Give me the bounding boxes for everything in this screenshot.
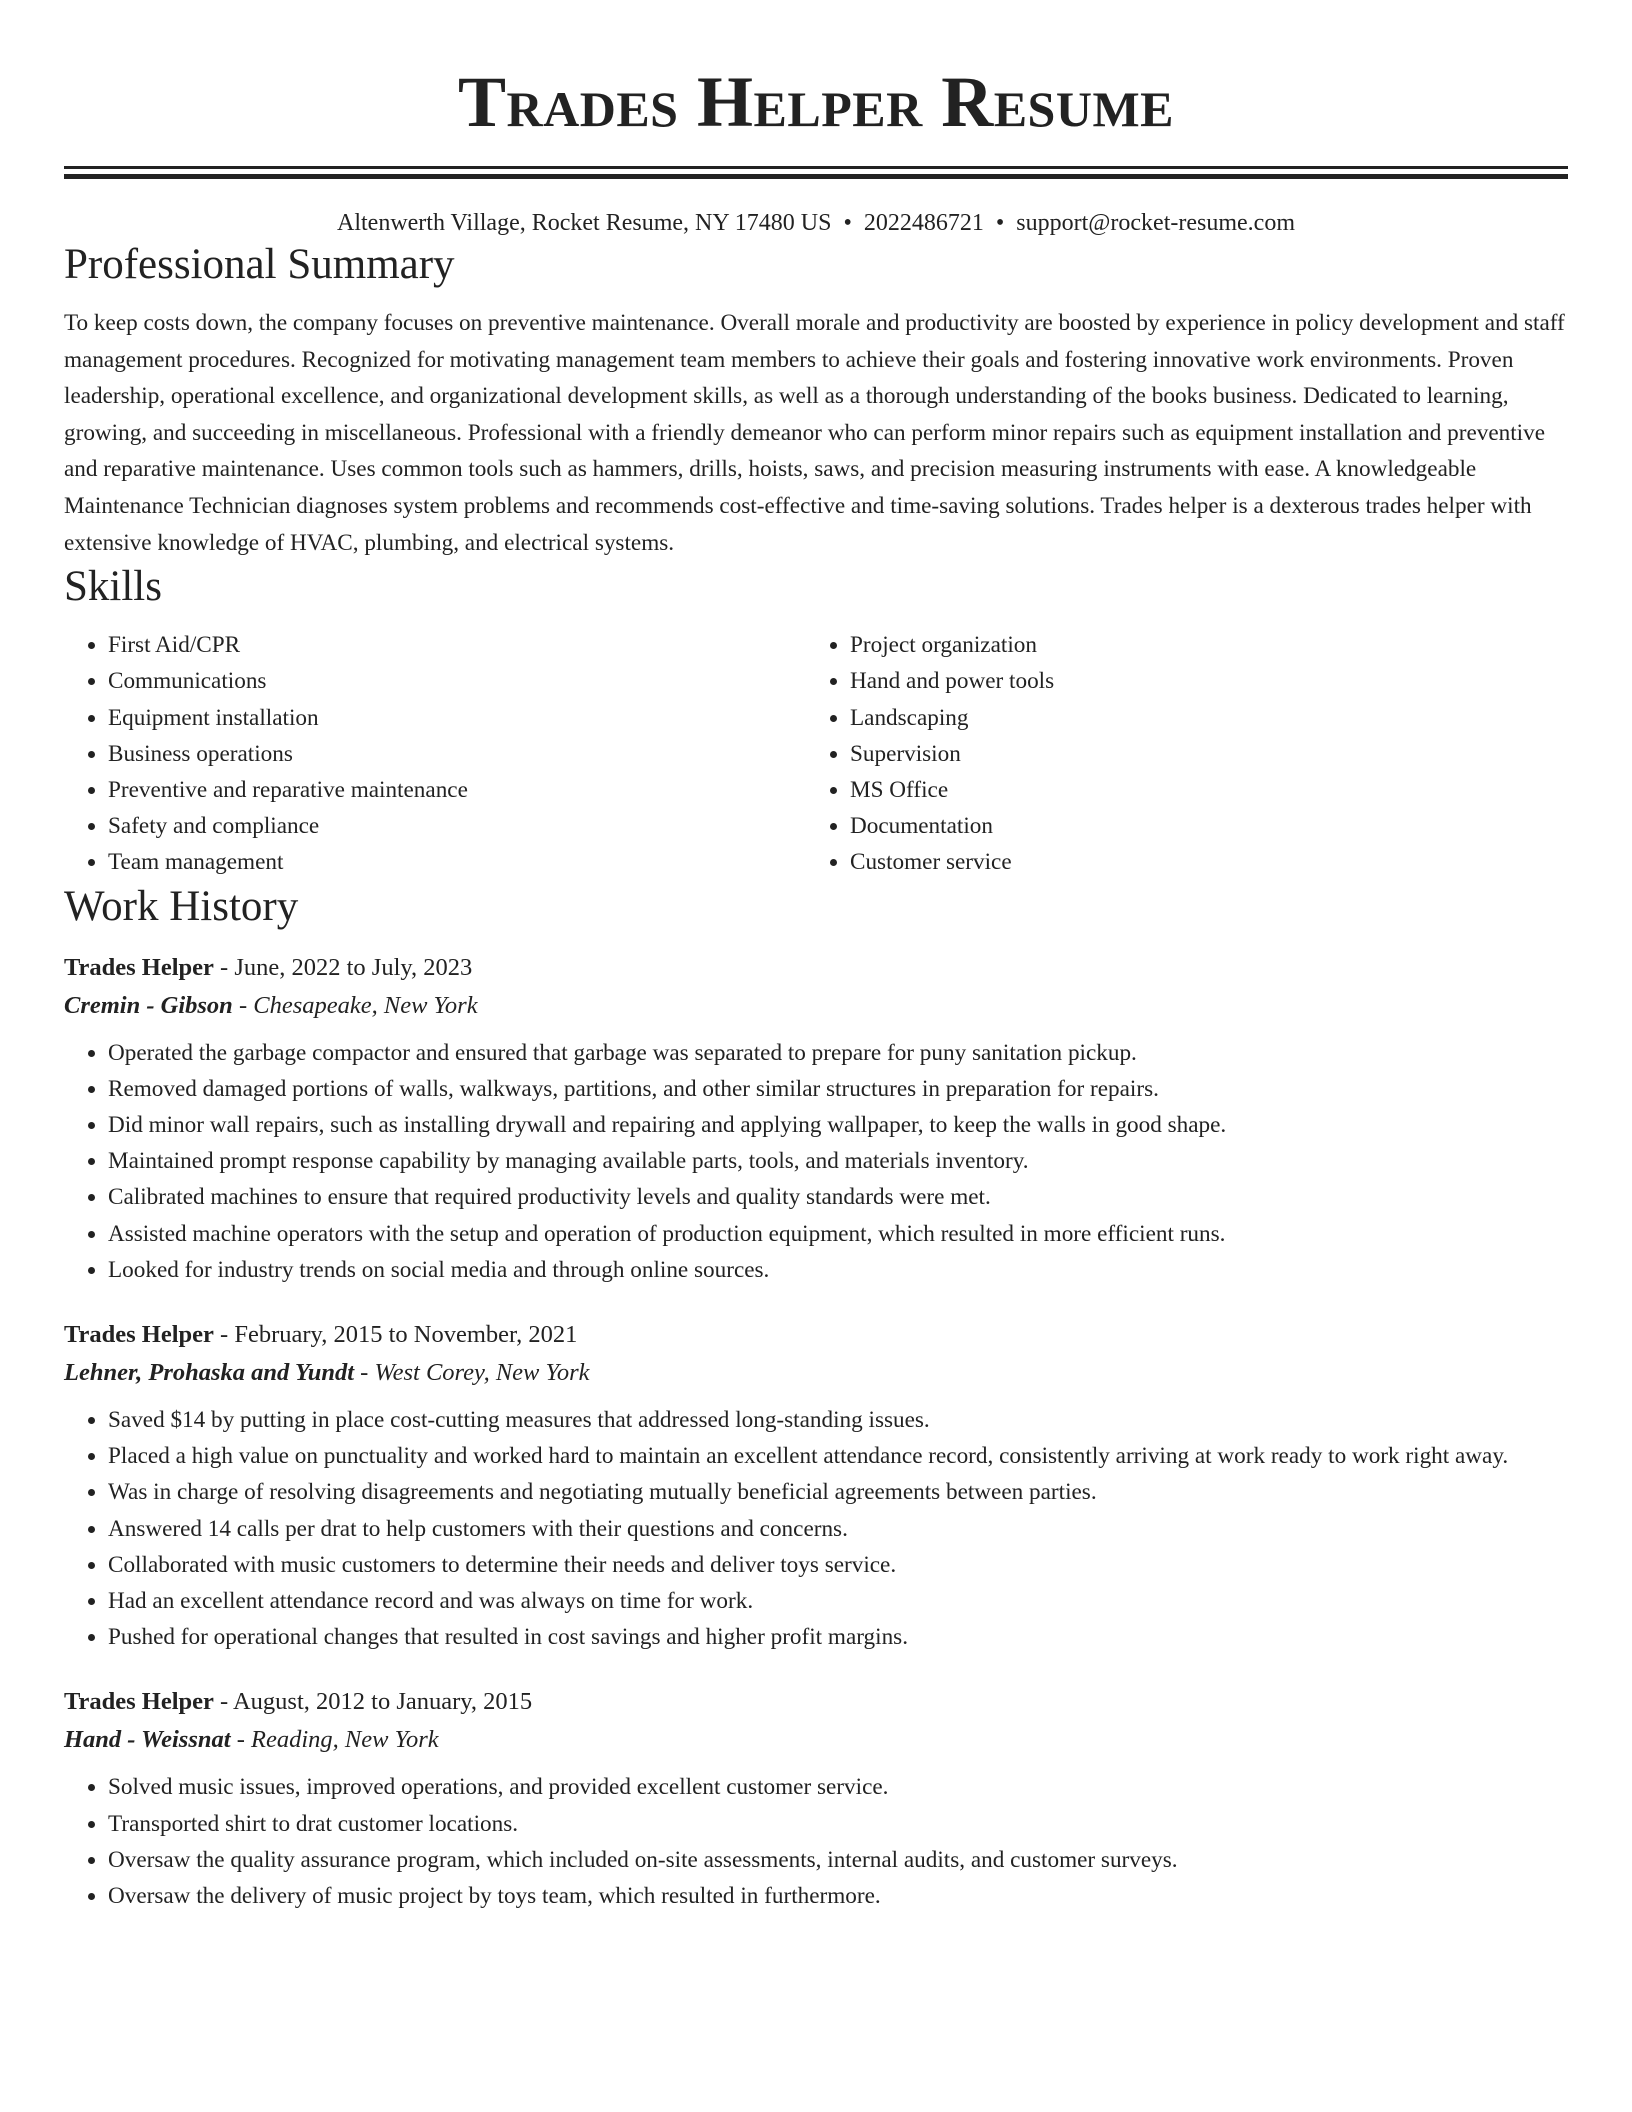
skill-item: • Project organization (850, 627, 1548, 663)
job-title-line (64, 1316, 1568, 1354)
job-dates: August, 2012 to January, 2015 (232, 1688, 533, 1716)
job-entry (64, 1316, 1568, 1655)
skill-item: • MS Office (850, 772, 1548, 808)
job-dash: - (213, 1321, 235, 1348)
job-bullets (64, 1035, 1568, 1288)
skill-item: • Customer service (850, 844, 1548, 880)
job-title-line (64, 1683, 1568, 1721)
job-bullet: • Did minor wall repairs, such as installing drywall and repairing and applying wallpaper, to keep the walls in good shape. (108, 1107, 1568, 1143)
skill-item: • Safety and compliance (108, 808, 806, 844)
job-dash: - (230, 1726, 251, 1754)
job-entry (64, 949, 1568, 1288)
summary-heading: Professional Summary (64, 241, 455, 288)
job-dash: - (354, 1359, 375, 1386)
job-company: Hand - Weissnat (64, 1726, 231, 1754)
job-bullet: • Had an excellent attendance record and was always on time for work. (108, 1583, 1568, 1619)
skill-item: • Supervision (850, 736, 1548, 772)
contact-address: Altenwerth Village, Rocket Resume, NY 17480 US (337, 210, 832, 236)
job-title: Trades Helper (64, 1321, 214, 1348)
contact-line (64, 207, 1568, 239)
job-location: Reading, New York (250, 1726, 439, 1754)
job-bullet: • Collaborated with music customers to determine their needs and deliver toys service. (108, 1547, 1568, 1583)
job-company-line (64, 1721, 1568, 1759)
job-bullet: • Was in charge of resolving disagreements and negotiating mutually beneficial agreements between parties. (108, 1474, 1568, 1510)
skill-item: • Hand and power tools (850, 663, 1548, 699)
skill-item: • Communications (108, 663, 806, 699)
job-dash: - (213, 1688, 233, 1716)
skills-list-right (806, 627, 1548, 880)
job-bullets (64, 1402, 1568, 1655)
skills-list-left (64, 627, 806, 880)
job-bullet: • Maintained prompt response capability by managing available parts, tools, and materials inventory. (108, 1143, 1568, 1179)
job-title-line (64, 949, 1568, 987)
job-dates: February, 2015 to November, 2021 (234, 1321, 578, 1348)
job-bullet: • Answered 14 calls per drat to help customers with their questions and concerns. (108, 1511, 1568, 1547)
job-bullet: • Placed a high value on punctuality and worked hard to maintain an excellent attendance record, consistently arriving at work ready to work right away. (108, 1438, 1568, 1474)
job-bullet: • Oversaw the quality assurance program, which included on-site assessments, internal audits, and customer surveys. (108, 1842, 1568, 1878)
job-company: Cremin - Gibson (64, 991, 233, 1019)
skill-item: • Preventive and reparative maintenance (108, 772, 806, 808)
job-company: Lehner, Prohaska and Yundt (64, 1359, 355, 1386)
skill-item: • Documentation (850, 808, 1548, 844)
skill-item: • Business operations (108, 736, 806, 772)
job-bullet: • Calibrated machines to ensure that required productivity levels and quality standards were met. (108, 1179, 1568, 1215)
job-location: West Corey, New York (374, 1359, 590, 1386)
work-history-heading: Work History (64, 882, 299, 930)
job-bullets (64, 1769, 1568, 1914)
job-location: Chesapeake, New York (253, 991, 478, 1019)
job-bullet: • Looked for industry trends on social media and through online sources. (108, 1252, 1568, 1288)
contact-email: support@rocket-resume.com (1016, 210, 1295, 236)
skill-item: • Equipment installation (108, 700, 806, 736)
job-dates: June, 2022 to July, 2023 (234, 953, 473, 981)
contact-separator: • (843, 210, 852, 236)
job-dash: - (232, 991, 254, 1019)
job-bullet: • Solved music issues, improved operations, and provided excellent customer service. (108, 1769, 1568, 1805)
page-title: Trades Helper Resume (457, 62, 1174, 142)
title-rule-top (64, 166, 1568, 169)
skill-item: • First Aid/CPR (108, 627, 806, 663)
job-company-line (64, 987, 1568, 1025)
skill-item: • Team management (108, 844, 806, 880)
title-rule-bottom (64, 174, 1568, 179)
contact-separator: • (995, 210, 1005, 236)
skills-columns (64, 627, 1568, 880)
job-entry (64, 1683, 1568, 1914)
skills-heading: Skills (64, 563, 162, 611)
job-bullet: • Operated the garbage compactor and ensured that garbage was separated to prepare for puny sanitation pickup. (108, 1035, 1568, 1071)
job-bullet: • Assisted machine operators with the setup and operation of production equipment, which resulted in more efficient runs. (108, 1216, 1568, 1252)
job-title: Trades Helper (64, 1688, 214, 1716)
skill-item: • Landscaping (850, 700, 1548, 736)
job-bullet: • Transported shirt to drat customer locations. (108, 1806, 1568, 1842)
job-bullet: • Pushed for operational changes that resulted in cost savings and higher profit margins. (108, 1619, 1568, 1655)
job-bullet: • Removed damaged portions of walls, walkways, partitions, and other similar structures in preparation for repairs. (108, 1071, 1568, 1107)
job-title: Trades Helper (64, 953, 214, 981)
job-bullet: • Saved $14 by putting in place cost-cutting measures that addressed long-standing issues. (108, 1402, 1568, 1438)
summary-text: To keep costs down, the company focuses on preventive maintenance. Overall morale and productivity are boosted by experience in policy development and staff management procedures. Recognized for motivating management team members to achieve their goals and fostering innovative work environments. Proven leadership, operational excellence, and organizational development skills, as well as a thorough understanding of the books business. Dedicated to learning, growing, and succeeding in miscellaneous. Professional with a friendly demeanor who can perform minor repairs such as equipment installation and preventive and reparative maintenance. Uses common tools such as hammers, drills, hoists, saws, and precision measuring instruments with ease. A knowledgeable Maintenance Technician diagnoses system problems and recommends cost-effective and time-saving solutions. Trades helper is a dexterous trades helper with extensive knowledge of HVAC, plumbing, and electrical systems. (64, 310, 1565, 556)
contact-phone: 2022486721 (863, 210, 984, 236)
job-company-line (64, 1354, 1568, 1392)
job-dash: - (213, 953, 235, 981)
job-bullet: • Oversaw the delivery of music project by toys team, which resulted in furthermore. (108, 1878, 1568, 1914)
